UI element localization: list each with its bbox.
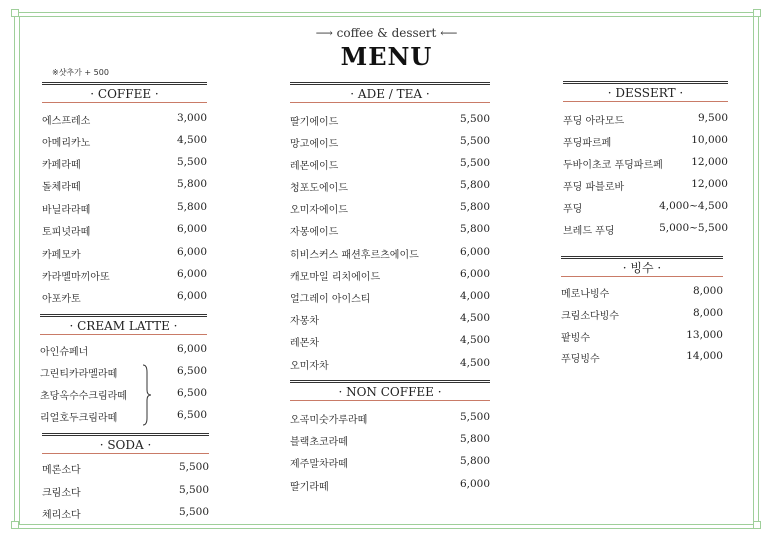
section-title: · 빙수 · bbox=[561, 256, 723, 277]
section-dessert: · DESSERT · 푸딩 아라모드 9,500 푸딩파르페 10,000 두바이초코 푸딩파르페 12,000 푸딩 파블로바 12,000 푸딩 4,000~4,500 브레드 푸딩 5,000~5,500 bbox=[563, 81, 728, 102]
section-title: · DESSERT · bbox=[563, 81, 728, 102]
frame-corner bbox=[753, 9, 761, 17]
section-title: · ADE / TEA · bbox=[290, 82, 490, 103]
section-non-coffee: · NON COFFEE · 오곡미숫가루라떼 5,500 블랙초코라떼 5,800 제주말차라떼 5,800 딸기라떼 6,000 bbox=[290, 380, 490, 401]
frame-corner bbox=[11, 9, 19, 17]
section-title: · CREAM LATTE · bbox=[40, 314, 207, 335]
section-soda: · SODA · 메론소다 5,500 크림소다 5,500 체리소다 5,500 bbox=[42, 433, 209, 454]
section-coffee: · COFFEE · 에스프레소 3,000 아메리카노 4,500 카페라떼 5,500 돌체라떼 5,800 바닐라라떼 5,800 토피넛라떼 6,000 카페모카 6,000 카라멜마끼아또 6,000 아포카토 6,000 bbox=[42, 82, 207, 103]
section-title: · COFFEE · bbox=[42, 82, 207, 103]
section-ade-tea: · ADE / TEA · 딸기에이드 5,500 망고에이드 5,500 레몬에이드 5,500 청포도에이드 5,800 오미자에이드 5,800 자몽에이드 5,800 히비스커스 패션후르츠에이드 6,000 캐모마일 리치에이드 6,000 얼그레이 아이스티 4,000 자몽차 4,500 레몬차 4,500 오미자차 4,500 bbox=[290, 82, 490, 103]
shot-note: ※샷추가 + 500 bbox=[52, 68, 109, 77]
left-arrow-decoration: ⟶ bbox=[315, 26, 333, 40]
frame-corner bbox=[11, 521, 19, 529]
page-title: MENU bbox=[340, 42, 433, 71]
section-title: · NON COFFEE · bbox=[290, 380, 490, 401]
menu-subtitle bbox=[0, 26, 773, 40]
right-arrow-decoration: ⟵ bbox=[440, 26, 458, 40]
frame-corner bbox=[753, 521, 761, 529]
section-bingsu: · 빙수 · 메로나빙수 8,000 크림소다빙수 8,000 팥빙수 13,000 푸딩빙수 14,000 bbox=[561, 256, 723, 277]
section-cream-latte: · CREAM LATTE · 아인슈페너 6,000 그린티카라멜라떼 6,500 초당옥수수크림라떼 6,500 리얼호두크림라떼 6,500 bbox=[40, 314, 207, 335]
section-title: · SODA · bbox=[42, 433, 209, 454]
right-brace-icon bbox=[142, 364, 152, 426]
subtitle-text: coffee & dessert bbox=[336, 26, 437, 40]
